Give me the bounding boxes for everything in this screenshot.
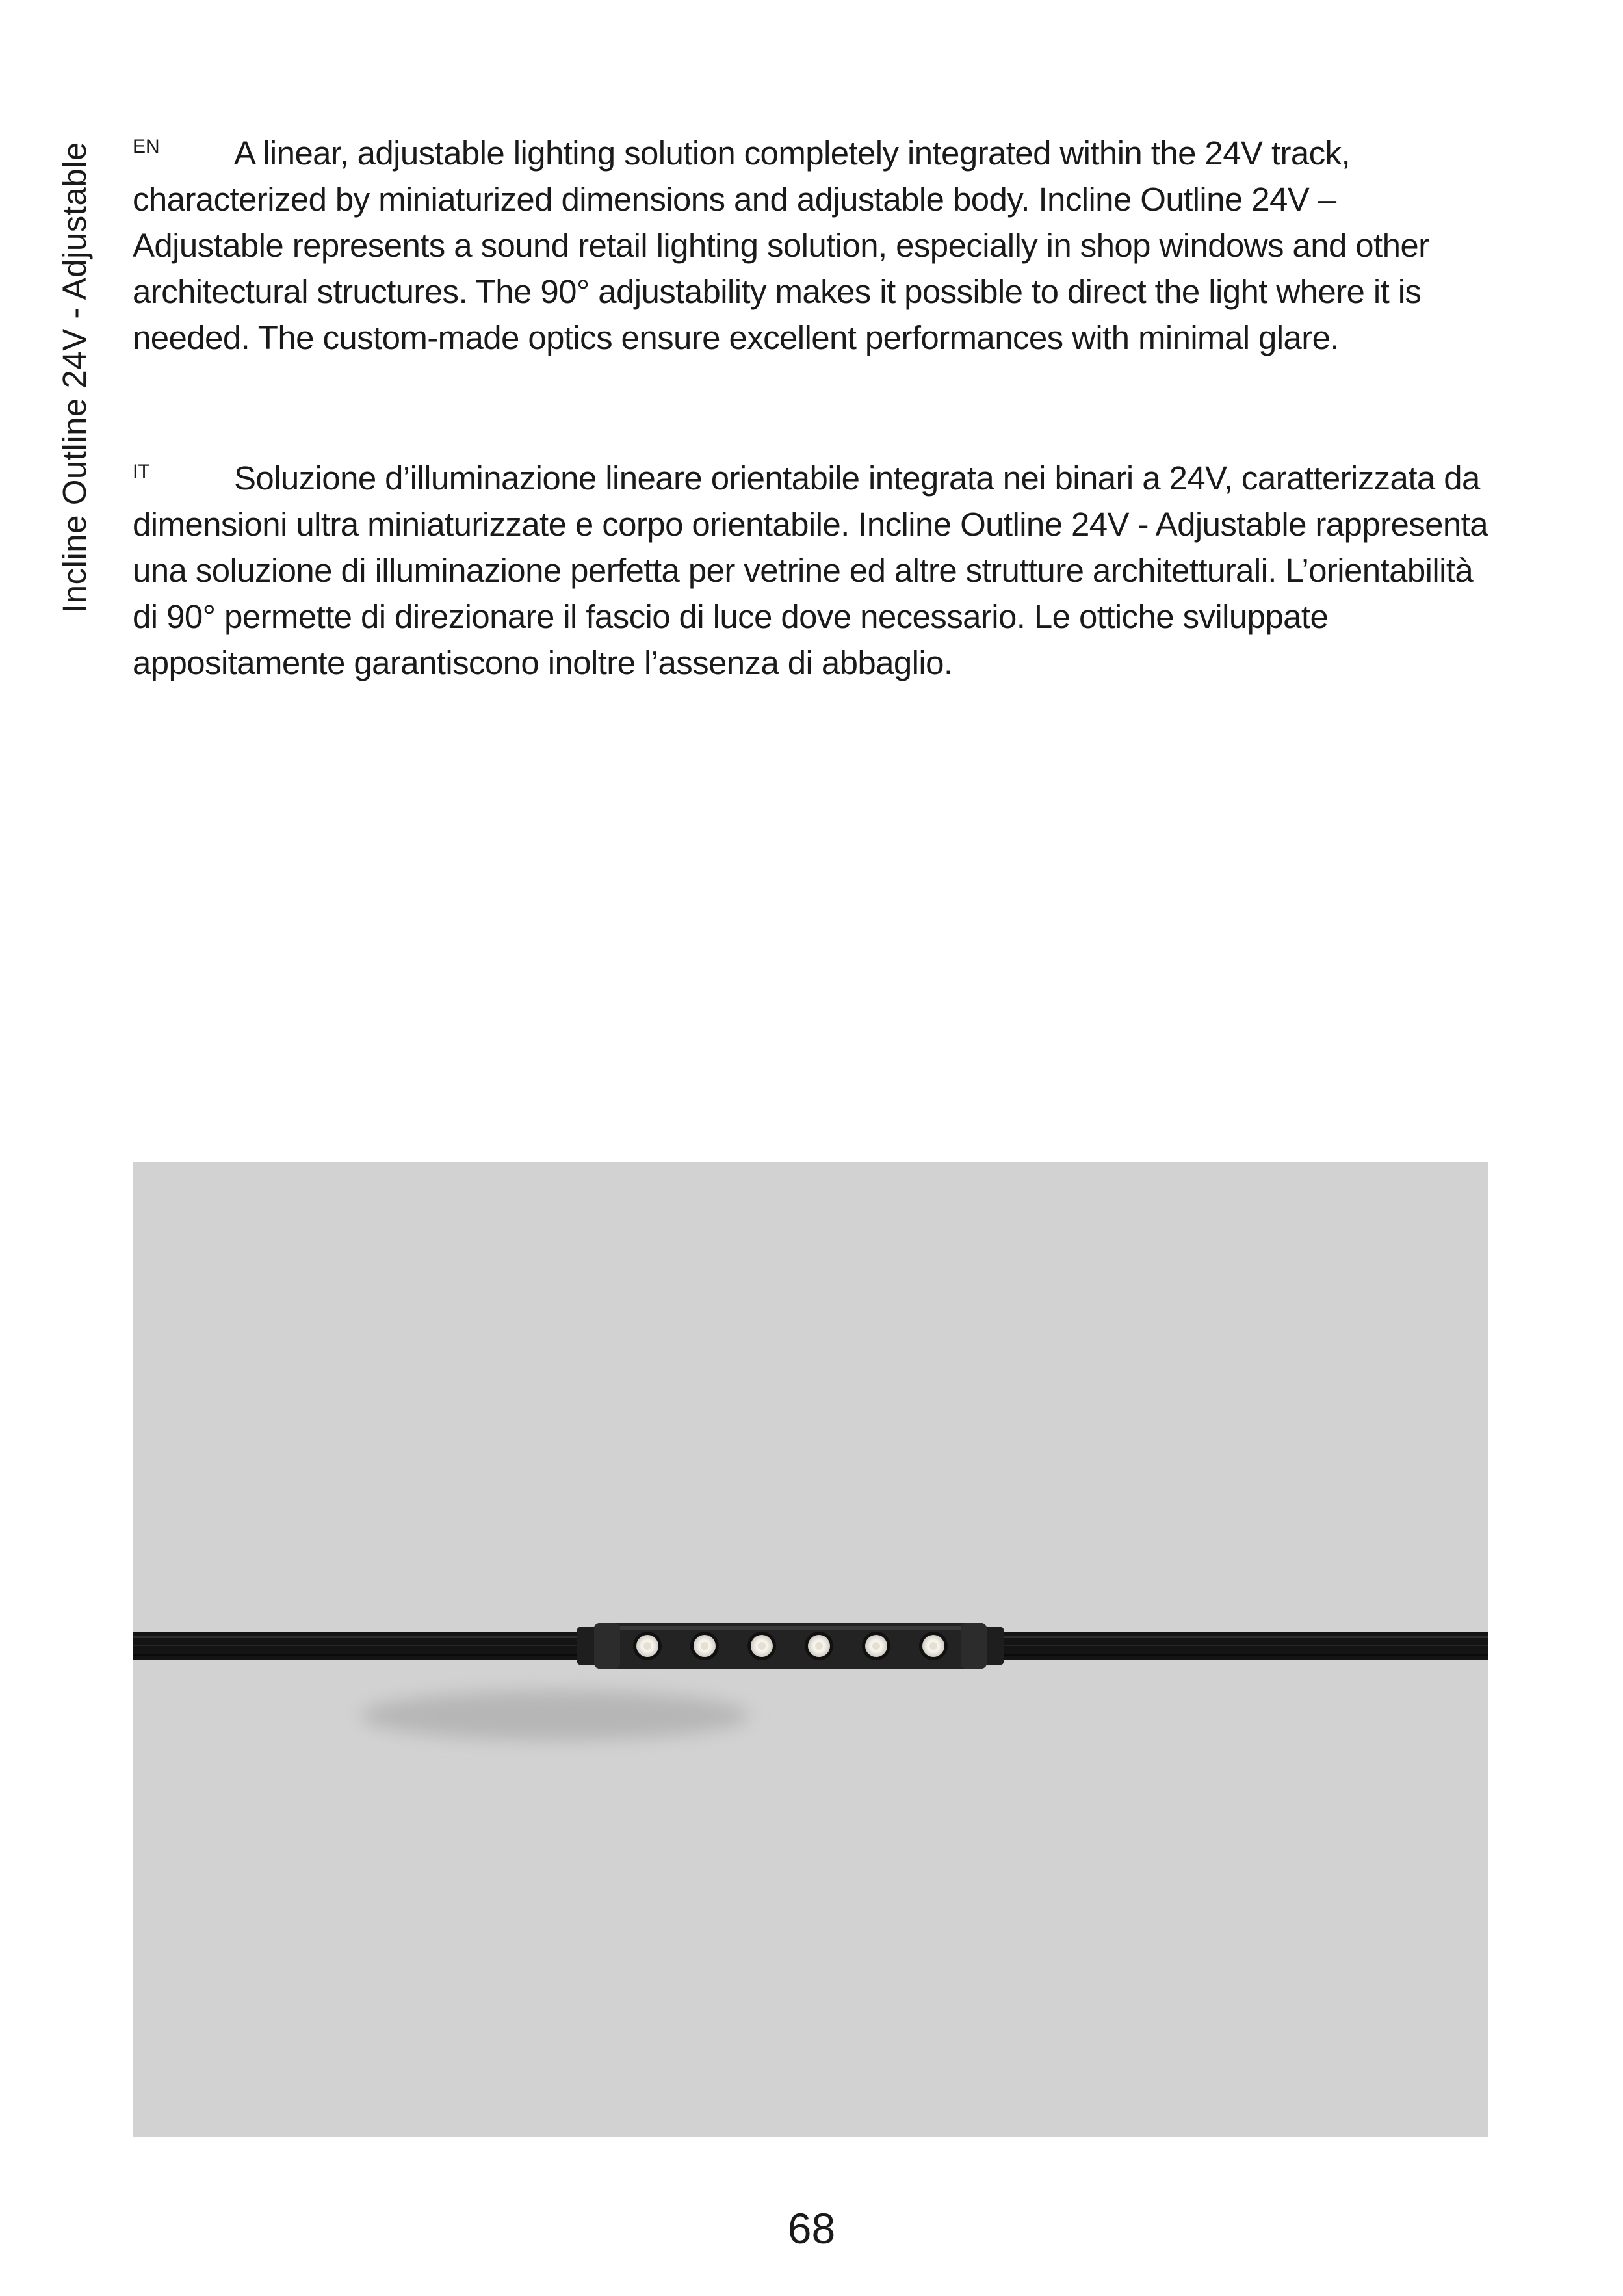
fixture-shadow bbox=[360, 1691, 750, 1740]
description-it bbox=[133, 449, 1491, 686]
right-connector bbox=[984, 1627, 1004, 1665]
led-emitter bbox=[758, 1642, 766, 1650]
side-title-text: Incline Outline 24V - Adjustable bbox=[55, 141, 93, 613]
description-en bbox=[133, 124, 1491, 361]
lang-label-it: IT bbox=[133, 461, 150, 482]
track-light-illustration bbox=[133, 1162, 1488, 2137]
led-emitter bbox=[872, 1642, 880, 1650]
description-it-text: Soluzione d’illuminazione lineare orientabile integrata nei binari a 24V, caratterizzata da dimensioni ultra miniaturizzate e corpo orientabile. Incline Outline 24V - Adjustable rappresenta una soluzione di illuminazione perfetta per vetrine ed altre strutture architetturali. L’orientabilità di 90° permette di direzionare il fascio di luce dove necessario. Le ottiche sviluppate appositamente garantiscono inoltre l’assenza di abbaglio. bbox=[133, 460, 1488, 681]
page-number: 68 bbox=[787, 2204, 836, 2252]
led-emitter bbox=[815, 1642, 823, 1650]
side-running-title bbox=[48, 130, 100, 624]
led-emitter bbox=[929, 1642, 937, 1650]
product-photo bbox=[133, 1162, 1488, 2137]
led-emitter bbox=[701, 1642, 708, 1650]
lang-label-en: EN bbox=[133, 136, 160, 157]
led-emitter bbox=[643, 1642, 651, 1650]
description-en-text: A linear, adjustable lighting solution completely integrated within the 24V track, characterized by miniaturized dimensions and adjustable body. Incline Outline 24V – Adjustable represents a sound retail lighting solution, especially in shop windows and other architectural structures. The 90° adjustability makes it possible to direct the light where it is needed. The custom-made optics ensure excellent performances with minimal glare. bbox=[133, 135, 1429, 356]
left-connector bbox=[577, 1627, 597, 1665]
